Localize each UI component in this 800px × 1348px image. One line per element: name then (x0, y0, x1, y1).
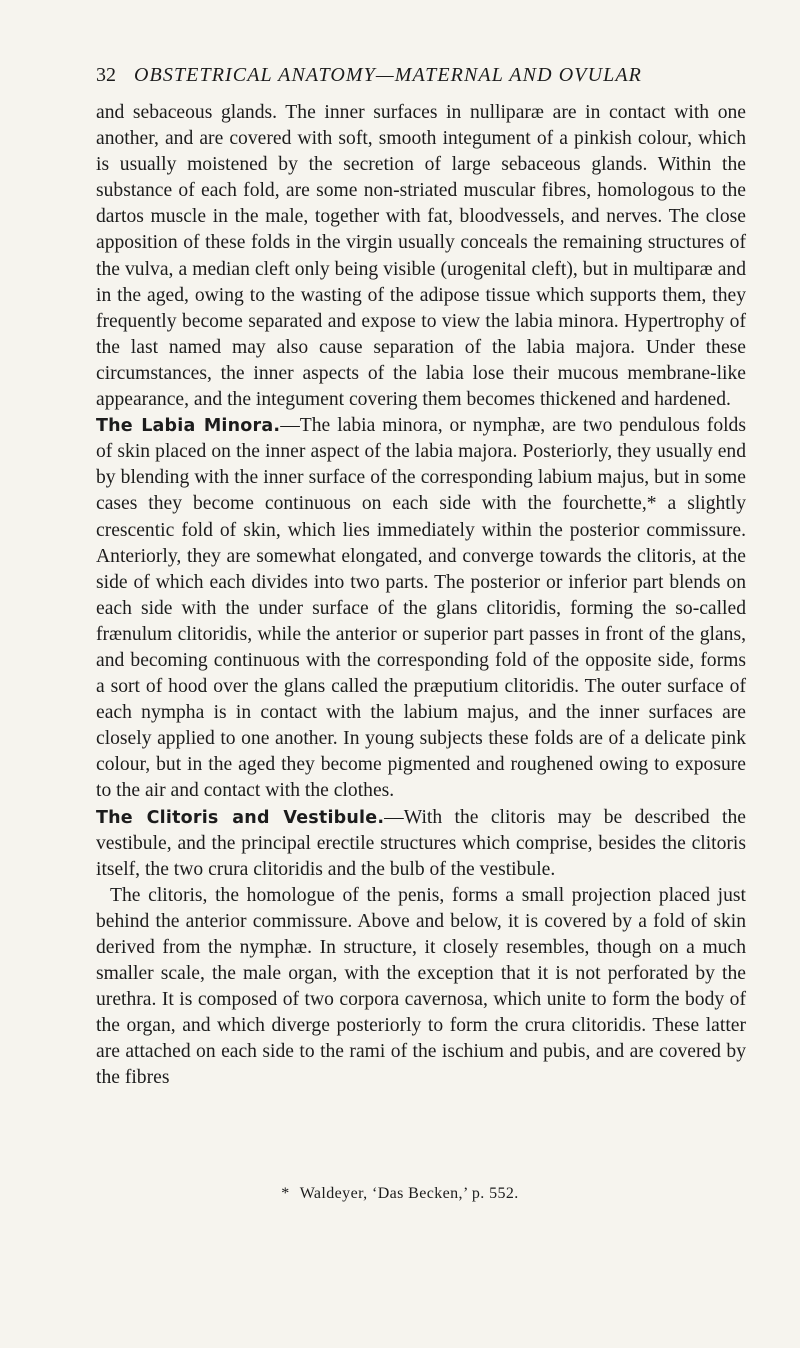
paragraph-text: The clitoris, the homologue of the penis, forms a small projection placed just behind the anterior commissure. Above and below, it is covered by a fold of skin derived from the nymphæ. In structure, it closely resembles, though on a much smaller scale, the male organ, with the exception that it is not perforated by the urethra. It is composed of two corpora cavernosa, which unite to form the body of the organ, and which diverge posteriorly to form the crura clitoridis. These latter are attached on each side to the rami of the ischium and pubis, and are covered by the fibres (96, 884, 746, 1089)
paragraph-labia-majora-continued (96, 100, 746, 413)
page-number: 32 (96, 64, 116, 86)
footnote-mark: * (281, 1185, 290, 1202)
footnote (0, 1185, 800, 1203)
running-title: OBSTETRICAL ANATOMY—MATERNAL AND OVULAR (134, 64, 642, 86)
paragraph-clitoris (96, 883, 746, 1092)
body-text (96, 100, 746, 1092)
paragraph-labia-minora (96, 413, 746, 804)
paragraph-clitoris-vestibule (96, 805, 746, 883)
section-heading-clitoris-vestibule: The Clitoris and Vestibule. (96, 807, 385, 828)
running-header (96, 64, 746, 87)
paragraph-text: —With the clitoris may be described the vestibule, and the principal erectile structures which comprise, besides the clitoris itself, the two crura clitoridis and the bulb of the vestibule. (96, 806, 746, 880)
paragraph-text: and sebaceous glands. The inner surfaces in nulliparæ are in contact with one another, and are covered with soft, smooth integument of a pinkish colour, which is usually moistened by the secretion of large sebaceous glands. Within the substance of each fold, are some non-striated muscular fibres, homologous to the dartos muscle in the male, together with fat, bloodvessels, and nerves. The close apposition of these folds in the virgin usually conceals the remaining structures of the vulva, a median cleft only being visible (urogenital cleft), but in multiparæ and in the aged, owing to the wasting of the adipose tissue which supports them, they frequently become separated and expose to view the labia minora. Hypertrophy of the last named may also cause separation of the labia majora. Under these circumstances, the inner aspects of the labia lose their mucous membrane-like appearance, and the integument covering them becomes thickened and hardened. (96, 102, 746, 411)
footnote-text: Waldeyer, ‘Das Becken,’ p. 552. (299, 1185, 519, 1202)
section-heading-labia-minora: The Labia Minora. (96, 416, 281, 437)
paragraph-text: —The labia minora, or nymphæ, are two pendulous folds of skin placed on the inner aspect of the labia majora. Posteriorly, they usually end by blending with the inner surface of the corresponding labium majus, but in some cases they become continuous on each side with the fourchette,* a slightly crescentic fold of skin, which lies immediately within the posterior commissure. Anteriorly, they are somewhat elongated, and converge towards the clitoris, at the side of which each divides into two parts. The posterior or inferior part blends on each side with the under surface of the glans clitoridis, forming the so-called frænulum clitoridis, while the anterior or superior part passes in front of the glans, and becoming continuous with the corresponding fold of the opposite side, forms a sort of hood over the glans called the præputium clitoridis. The outer surface of each nympha is in contact with the labium majus, and the inner surfaces are closely applied to one another. In young subjects these folds are of a delicate pink colour, but in the aged they become pigmented and roughened owing to exposure to the air and contact with the clothes. (96, 415, 746, 802)
